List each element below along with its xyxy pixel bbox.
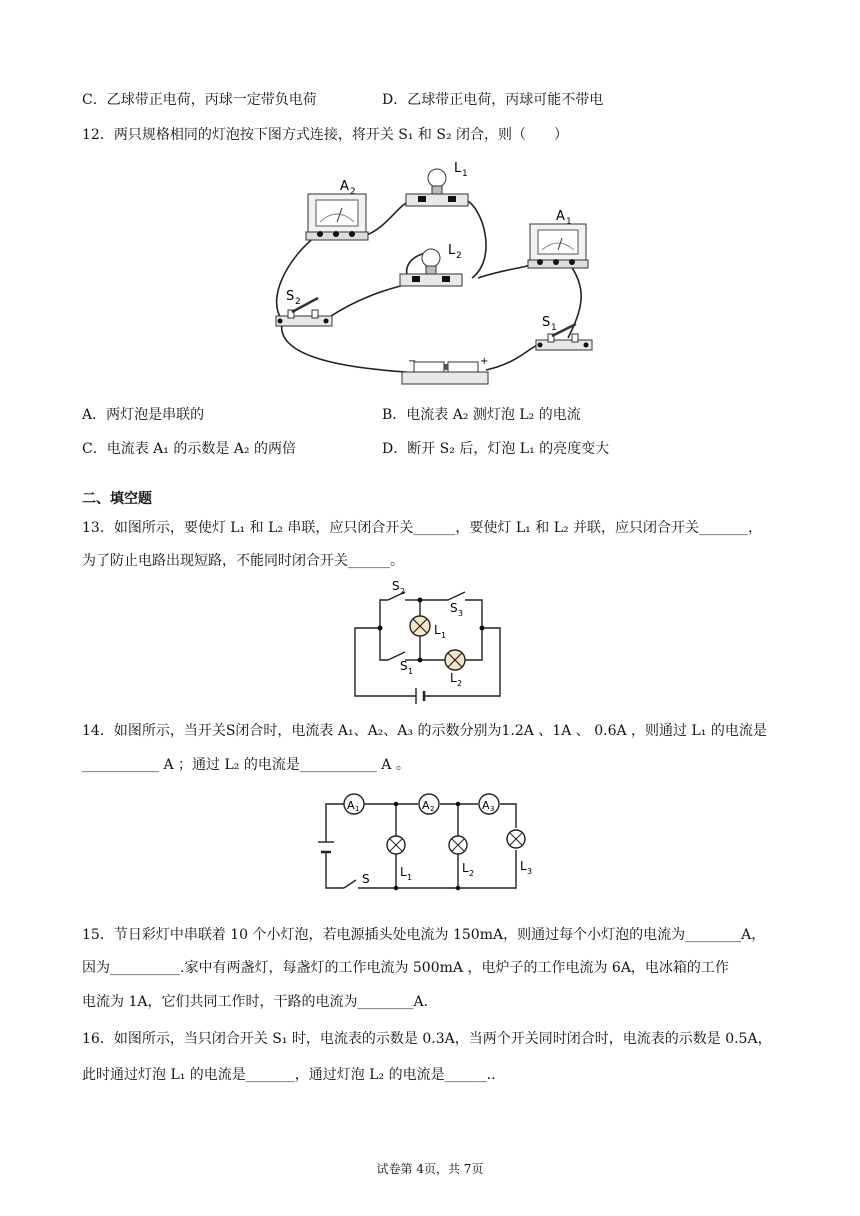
- label-a3: A: [482, 799, 490, 812]
- label-s1-sub: 1: [408, 667, 414, 676]
- battery-icon: [318, 842, 334, 852]
- label-s2-sub: 2: [295, 297, 301, 307]
- q14-line-2: ___________ A ；通过 L₂ 的电流是___________ A 。: [82, 757, 410, 773]
- label-minus: −: [408, 356, 417, 367]
- label-l2: L: [462, 861, 469, 875]
- lamp-l2-icon: [449, 836, 467, 854]
- q12-option-b: B．电流表 A₂ 测灯泡 L₂ 的电流: [382, 407, 581, 423]
- q14-line-1: 14．如图所示，当开关S闭合时，电流表 A₁、A₂、A₃ 的示数分别为1.2A 、1A 、 0.6A ，则通过 L₁ 的电流是: [82, 723, 767, 739]
- label-s2: S: [286, 289, 295, 304]
- label-plus: +: [480, 356, 489, 367]
- q12-stem: 12．两只规格相同的灯泡按下图方式连接，将开关 S₁ 和 S₂ 闭合，则（ ）: [82, 127, 569, 143]
- label-a2-sub: 2: [430, 805, 435, 813]
- junction-dot: [480, 626, 485, 631]
- label-l3-sub: 3: [527, 867, 533, 876]
- junction-dot: [394, 802, 399, 807]
- q16-line-1: 16．如图所示，当只闭合开关 S₁ 时，电流表的示数是 0.3A，当两个开关同时闭合时，电流表的示数是 0.5A，: [82, 1031, 772, 1047]
- label-l2: L: [448, 243, 456, 258]
- label-l1: L: [400, 865, 407, 879]
- q11-option-d: D．乙球带正电荷，丙球可能不带电: [382, 92, 604, 108]
- q12-option-a: A．两灯泡是串联的: [82, 407, 205, 423]
- label-l1: L: [434, 623, 441, 637]
- junction-dot: [456, 802, 461, 807]
- q12-option-c: C．电流表 A₁ 的示数是 A₂ 的两倍: [82, 441, 296, 457]
- q12-option-d: D．断开 S₂ 后，灯泡 L₁ 的亮度变大: [382, 441, 610, 457]
- lamp-l3-icon: [507, 830, 525, 848]
- q14-circuit-figure: [318, 790, 538, 896]
- label-s: S: [362, 872, 370, 886]
- label-l3: L: [520, 859, 527, 873]
- lamp-l1-icon: [387, 836, 405, 854]
- ammeter-a1-icon: [528, 224, 588, 268]
- q13-circuit-figure: [350, 578, 510, 704]
- label-l1: L: [454, 161, 462, 176]
- label-l1-sub: 1: [462, 169, 468, 179]
- label-s2-sub: 2: [400, 587, 406, 596]
- q16-line-2: 此时通过灯泡 L₁ 的电流是_______，通过灯泡 L₂ 的电流是______..: [82, 1067, 496, 1083]
- q13-line-1: 13．如图所示，要使灯 L₁ 和 L₂ 串联，应只闭合开关______，要使灯 L₁ 和 L₂ 并联，应只闭合开关_______，: [82, 520, 763, 536]
- label-l2-sub: 2: [469, 869, 475, 878]
- q13-line-2: 为了防止电路出现短路，不能同时闭合开关______。: [82, 553, 404, 569]
- junction-dot: [378, 626, 383, 631]
- switch-s2-icon: [276, 298, 332, 326]
- label-l2-sub: 2: [456, 251, 462, 261]
- q12-circuit-figure: [268, 158, 603, 390]
- label-l1-sub: 1: [407, 873, 413, 882]
- label-s1: S: [542, 315, 551, 330]
- junction-dot: [418, 658, 423, 663]
- page-footer: 试卷第 4页，共 7页: [376, 1162, 484, 1176]
- label-s1-sub: 1: [551, 323, 557, 333]
- lamp-l1-icon: [410, 616, 430, 636]
- label-a2: A: [422, 799, 430, 812]
- junction-dot: [418, 598, 423, 603]
- label-l1-sub: 1: [441, 631, 447, 640]
- q15-line-1: 15．节日彩灯中串联着 10 个小灯泡，若电源插头处电流为 150mA，则通过每个小灯泡的电流为________A，: [82, 927, 766, 943]
- label-a2-sub: 2: [350, 187, 356, 197]
- section-title: 二、填空题: [82, 491, 152, 507]
- label-a1-sub: 1: [355, 805, 360, 813]
- q11-option-c: C．乙球带正电荷，丙球一定带负电荷: [82, 92, 317, 108]
- ammeter-a2-icon: [306, 194, 368, 240]
- label-s1: S: [400, 659, 408, 673]
- q15-line-2: 因为__________.家中有两盏灯，每盏灯的工作电流为 500mA ，电炉子的工作电流为 6A，电冰箱的工作: [82, 960, 729, 976]
- label-l2-sub: 2: [457, 679, 463, 688]
- label-a3-sub: 3: [490, 805, 495, 813]
- junction-dot: [456, 886, 461, 891]
- battery-icon: [416, 688, 424, 704]
- q15-line-3: 电流为 1A，它们共同工作时，干路的电流为________A．: [82, 994, 438, 1010]
- label-a1-sub: 1: [566, 217, 572, 227]
- label-a1: A: [556, 209, 565, 224]
- label-s3-sub: 3: [458, 609, 464, 618]
- label-l2: L: [450, 671, 457, 685]
- label-a2: A: [340, 179, 349, 194]
- label-s3: S: [450, 601, 458, 615]
- label-a1: A: [347, 799, 355, 812]
- lamp-l2-icon: [445, 650, 465, 670]
- label-s2: S: [392, 579, 400, 593]
- junction-dot: [394, 886, 399, 891]
